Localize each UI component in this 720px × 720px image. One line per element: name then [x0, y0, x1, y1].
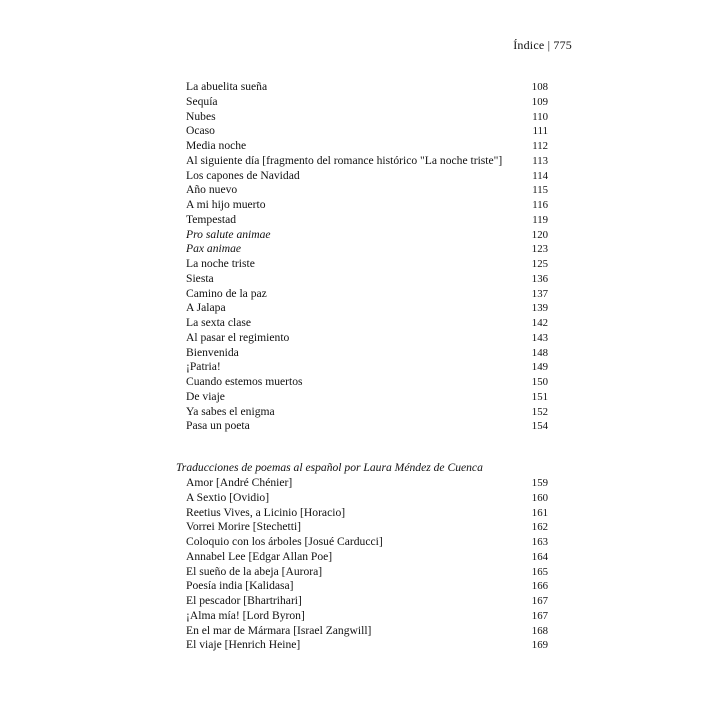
entry-title: Amor [André Chénier]	[186, 476, 293, 489]
entry-page-number: 119	[532, 213, 548, 226]
toc-entry	[186, 638, 548, 653]
entry-title: Año nuevo	[186, 183, 238, 197]
entry-title: El viaje [Henrich Heine]	[186, 638, 301, 652]
entry-title: Los capones de Navidad	[186, 168, 300, 182]
entry-page-number: 110	[532, 110, 548, 123]
entry-title: El sueño de la abeja [Aurora]	[186, 564, 323, 578]
toc-entry	[186, 183, 548, 198]
entry-page-number: 120	[531, 228, 548, 241]
toc-entry	[186, 360, 548, 375]
entry-title: Pro salute animae	[186, 227, 271, 241]
toc-entry	[186, 316, 548, 331]
entry-title: Al siguiente día [fragmento del romance histórico "La noche triste"]	[186, 153, 503, 167]
entry-title: Sequía	[186, 94, 218, 108]
entry-page-number: 164	[531, 550, 548, 563]
entry-title: Camino de la paz	[186, 286, 267, 300]
toc-entry	[186, 331, 548, 346]
entry-page-number: 115	[532, 184, 548, 197]
toc-entry	[186, 550, 548, 565]
entry-page-number: 125	[531, 258, 548, 270]
toc-entry	[186, 491, 548, 506]
toc-entry	[186, 257, 548, 272]
entry-page-number: 142	[531, 317, 548, 329]
toc-entry	[186, 287, 548, 302]
entry-title: ¡Alma mía! [Lord Byron]	[186, 608, 305, 622]
entry-page-number: 165	[531, 565, 548, 578]
entry-page-number: 152	[531, 405, 548, 418]
entry-page-number: 114	[532, 169, 548, 182]
entry-page-number: 112	[532, 140, 548, 152]
entry-page-number: 163	[531, 536, 548, 548]
toc-entry	[186, 169, 548, 184]
toc-entry	[186, 375, 548, 390]
toc-entry	[186, 228, 548, 243]
entry-page-number: 151	[531, 390, 548, 403]
entry-page-number: 136	[531, 272, 548, 285]
toc-entry	[186, 272, 548, 287]
toc-entry	[186, 95, 548, 110]
entry-title: Ocaso	[186, 124, 215, 138]
toc-entry	[186, 154, 548, 169]
toc-entry	[186, 476, 548, 491]
toc-entry	[186, 535, 548, 550]
entry-page-number: 162	[531, 521, 548, 534]
toc-entry	[186, 242, 548, 257]
toc-entry	[186, 565, 548, 580]
entry-page-number: 160	[531, 491, 548, 504]
entry-page-number: 108	[531, 81, 548, 93]
entry-title: A Sextio [Ovidio]	[186, 490, 270, 504]
entry-title: Coloquio con los árboles [Josué Carducci]	[186, 535, 383, 548]
entry-title: ¡Patria!	[186, 360, 221, 374]
toc-entry	[186, 80, 548, 95]
translations-list	[186, 476, 548, 653]
entry-title: La abuelita sueña	[186, 80, 268, 93]
toc-entry	[186, 520, 548, 535]
entry-title: Pax animae	[186, 242, 242, 256]
entry-title: Pasa un poeta	[186, 419, 250, 433]
toc-entry	[186, 124, 548, 139]
entry-title: Ya sabes el enigma	[186, 404, 275, 418]
toc-list	[186, 80, 548, 434]
entry-page-number: 159	[531, 477, 548, 489]
entry-title: Siesta	[186, 271, 214, 285]
toc-entry	[186, 594, 548, 609]
section-heading: Traducciones de poemas al español por Laura Méndez de Cuenca	[176, 461, 483, 474]
toc-entry	[186, 198, 548, 213]
toc-entry	[186, 301, 548, 316]
running-head: Índice | 775	[513, 38, 572, 52]
entry-page-number: 148	[531, 346, 548, 359]
entry-page-number: 139	[531, 302, 548, 315]
toc-entry	[186, 390, 548, 405]
toc-entry	[186, 346, 548, 361]
entry-page-number: 168	[531, 624, 548, 637]
entry-page-number: 166	[531, 580, 548, 593]
entry-title: Nubes	[186, 109, 216, 123]
entry-page-number: 113	[532, 154, 548, 167]
entry-page-number: 167	[531, 609, 548, 622]
entry-title: Annabel Lee [Edgar Allan Poe]	[186, 549, 333, 563]
entry-page-number: 123	[531, 243, 548, 256]
toc-entry	[186, 419, 548, 434]
entry-page-number: 111	[532, 125, 548, 138]
entry-title: La sexta clase	[186, 316, 252, 329]
entry-page-number: 109	[531, 95, 548, 108]
toc-entry	[186, 110, 548, 125]
entry-page-number: 143	[531, 331, 548, 344]
entry-title: La noche triste	[186, 257, 255, 270]
entry-page-number: 116	[532, 199, 548, 211]
toc-entry	[186, 405, 548, 420]
toc-entry	[186, 506, 548, 521]
entry-title: Al pasar el regimiento	[186, 330, 290, 344]
entry-page-number: 167	[531, 595, 548, 607]
entry-title: El pescador [Bhartrihari]	[186, 594, 302, 607]
entry-page-number: 161	[531, 506, 548, 519]
entry-page-number: 149	[531, 361, 548, 374]
toc-entry	[186, 139, 548, 154]
toc-entry	[186, 579, 548, 594]
toc-entry	[186, 609, 548, 624]
entry-title: En el mar de Mármara [Israel Zangwill]	[186, 623, 372, 637]
entry-page-number: 137	[531, 287, 548, 300]
entry-title: Poesía india [Kalidasa]	[186, 579, 294, 593]
entry-title: Reetius Vives, a Licinio [Horacio]	[186, 505, 346, 519]
entry-title: Tempestad	[186, 212, 237, 226]
entry-page-number: 154	[531, 420, 548, 433]
toc-entry	[186, 213, 548, 228]
entry-title: A Jalapa	[186, 301, 226, 315]
entry-page-number: 150	[531, 376, 548, 388]
entry-page-number: 169	[531, 639, 548, 652]
entry-title: A mi hijo muerto	[186, 198, 266, 211]
entry-title: Bienvenida	[186, 345, 239, 359]
entry-title: De viaje	[186, 389, 225, 403]
entry-title: Cuando estemos muertos	[186, 375, 303, 388]
toc-entry	[186, 624, 548, 639]
entry-title: Media noche	[186, 139, 247, 152]
entry-title: Vorrei Morire [Stechetti]	[186, 520, 302, 534]
